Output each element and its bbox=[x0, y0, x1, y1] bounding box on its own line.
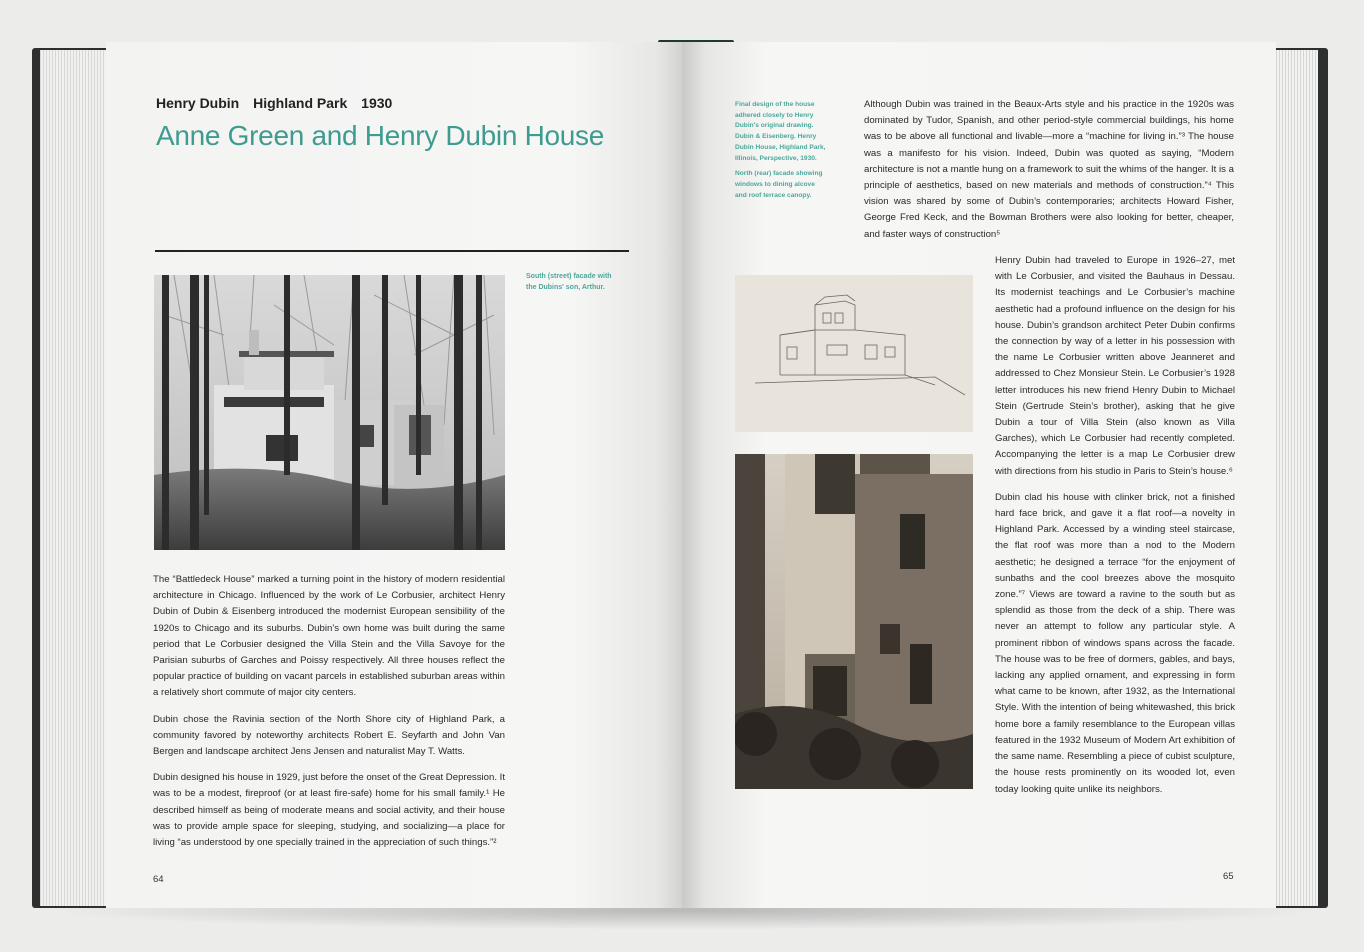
left-body-text bbox=[153, 572, 505, 861]
page-number-right: 65 bbox=[1223, 871, 1234, 882]
caption-line: Illinois, Perspective, 1930. bbox=[735, 154, 817, 162]
caption-line: Final design of the house bbox=[735, 101, 815, 108]
paragraph: The “Battledeck House” marked a turning point in the history of modern residential architecture in Chicago. Influenced by the work of Le Corbusier, architect Henry Dubin of Dubin & Eisenberg introduced the modernist European sensibility of the 1920s to Chicago and its suburbs. Dubin’s own home was built during the same period that Le Corbusier designed the Villa Stein and the Villa Savoye for the Parisian suburbs of Garches and Poissy respectively. All three houses reflect the popular practice of building on vacant parcels in established suburban areas within a relatively short commute of major city centers. bbox=[153, 574, 505, 699]
caption-line: the Dubins' son, Arthur. bbox=[526, 283, 605, 291]
right-column-text bbox=[995, 253, 1235, 808]
drawing-caption bbox=[735, 100, 845, 201]
south-facade-photo bbox=[154, 275, 505, 550]
caption-line: windows to dining alcove bbox=[735, 180, 815, 188]
caption-line: adhered closely to Henry bbox=[735, 111, 814, 119]
page-number-left: 64 bbox=[153, 874, 164, 885]
page-edges-left bbox=[40, 50, 110, 906]
caption-line: South (street) facade with bbox=[526, 273, 612, 280]
paragraph: Dubin chose the Ravinia section of the North Shore city of Highland Park, a community favored by noteworthy architects Robert E. Seyfarth and John Van Bergen and landscape architect Jens Jensen and naturalist May T. Watts. bbox=[153, 713, 505, 758]
paragraph: Dubin designed his house in 1929, just before the onset of the Great Depression. It was to be a modest, fireproof (or at least fire-safe) home for his small family.¹ He described himself as being of moderate means and social activity, and their house was to provide ample space for sleeping, studying, and socializing—a place for living “as understood by one specially trained in the appreciation of such things.”² bbox=[153, 772, 505, 849]
caption-line: Dubin's original drawing. bbox=[735, 122, 814, 130]
page-title: Anne Green and Henry Dubin House bbox=[156, 120, 605, 151]
paragraph: Dubin clad his house with clinker brick, not a finished hard face brick, and gave it a flat roof—a novelty in Highland Park. Accessed by a winding steel staircase, the flat roof was more than a nod to the Modern aesthetic; he designed a terrace “for the enjoyment of sunbaths and the cool breezes above the mosquito zone.”⁷ Views are toward a ravine to the south but as splendid as those from the deck of a ship. There was never an attempt to follow any particular style. A prominent ribbon of windows spans across the facade. The house was to be free of dormers, gables, and bays, lacking any applied ornament, and expressing in form what came to be known, after 1932, as the International Style. With the intention of being whitewashed, this brick home bore a family resemblance to the European villas featured in the 1932 Museum of Modern Art exhibition of the same name. Resembling a piece of cubist sculpture, the house rests prominently on its wooded lot, even today looking quite unlike its neighbors. bbox=[995, 491, 1235, 795]
page-edges-right bbox=[1270, 50, 1318, 906]
right-top-paragraph bbox=[864, 97, 1234, 253]
header-year: 1930 bbox=[361, 95, 393, 111]
caption-line: Dubin House, Highland Park, bbox=[735, 143, 826, 151]
chapter-header bbox=[156, 95, 402, 111]
header-architect: Henry Dubin bbox=[156, 95, 240, 111]
caption-line: and roof terrace canopy. bbox=[735, 191, 812, 199]
paragraph: Henry Dubin had traveled to Europe in 1926–27, met with Le Corbusier, and visited the Bauhaus in Dessau. Its modernist teachings and Le Corbusier’s machine aesthetic had a profound influence on the design for his house. Dubin’s grandson architect Peter Dubin confirms the connection by way of a letter in his possession with the name Le Corbusier written above Jeanneret and addressed to Chez Monsieur Stein. Le Corbusier’s 1928 letter introduces his new friend Henry Dubin to Michael Stein (Gertrude Stein’s brother), asking that he give Dubin a tour of Villa Stein (also known as Villa Garches), which Le Corbusier had recently completed. Accompanying the letter is a map Le Corbusier drew with directions from his studio in Paris to Stein’s house.⁶ bbox=[995, 255, 1235, 477]
north-facade-photo bbox=[735, 454, 973, 789]
south-facade-caption bbox=[526, 272, 626, 293]
title-rule bbox=[155, 250, 629, 252]
paragraph: Although Dubin was trained in the Beaux-Arts style and his practice in the 1920s was dominated by Tudor, Spanish, and other period-style commercial buildings, his home was to be above all functional and livable—more a “machine for living in.”³ The house was a manifesto for his vision. Indeed, Dubin was quoted as saying, “Modern architecture is not a mantle hung on a framework to suit the whims of the hanger. It is a principle of aesthetics, based on new materials and methods of construction.”⁴ This vision was shared by some of Dubin’s contemporaries; architects Howard Fisher, George Fred Keck, and the Bowman Brothers were also looking for better, cheaper, and faster ways of construction⁵ bbox=[864, 99, 1234, 240]
header-location: Highland Park bbox=[253, 95, 348, 111]
perspective-drawing bbox=[735, 275, 973, 432]
caption-line: North (rear) facade showing bbox=[735, 170, 823, 178]
caption-line: Dubin & Eisenberg. Henry bbox=[735, 133, 817, 141]
